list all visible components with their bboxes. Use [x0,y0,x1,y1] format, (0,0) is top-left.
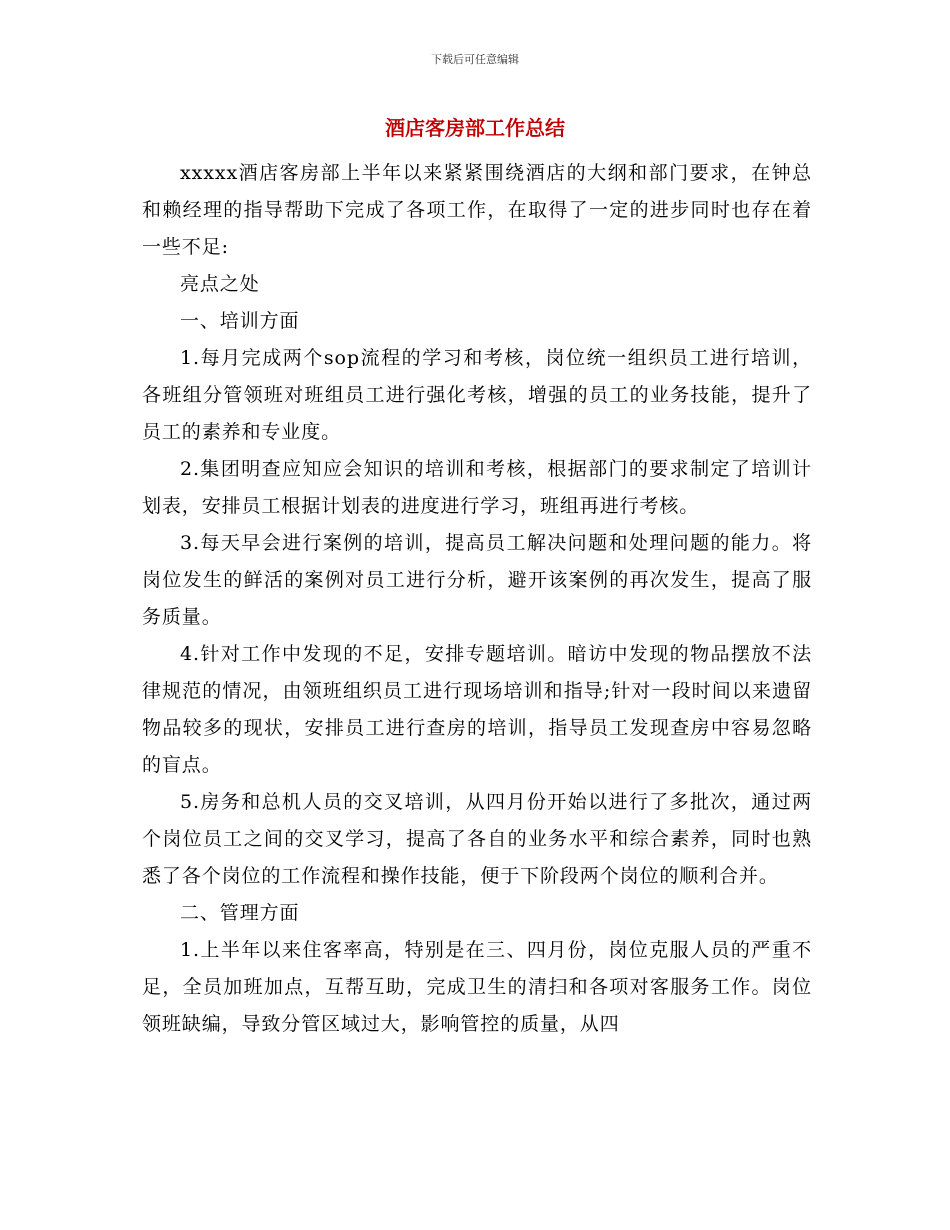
document-body [142,155,812,1043]
training-item-5: 5.房务和总机人员的交叉培训，从四月份开始以进行了多批次，通过两个岗位员工之间的交叉学习，提高了各自的业务水平和综合素养，同时也熟悉了各个岗位的工作流程和操作技能，便于下阶段两个岗位的顺利合并。 [142,791,812,887]
training-item-1: 1.每月完成两个sop流程的学习和考核，岗位统一组织员工进行培训，各班组分管领班对班组员工进行强化考核，增强的员工的业务技能，提升了员工的素养和专业度。 [142,347,812,443]
section-heading-management: 二、管理方面 [180,902,300,924]
header-note: 下载后可任意编辑 [431,53,519,66]
training-item-3: 3.每天早会进行案例的培训，提高员工解决问题和处理问题的能力。将岗位发生的鲜活的案例对员工进行分析，避开该案例的再次发生，提高了服务质量。 [142,532,812,628]
management-item-1: 1.上半年以来住客率高，特别是在三、四月份，岗位克服人员的严重不足，全员加班加点，互帮互助，完成卫生的清扫和各项对客服务工作。岗位领班缺编，导致分管区域过大，影响管控的质量，从四 [142,939,812,1035]
document-title: 酒店客房部工作总结 [385,116,565,140]
intro-paragraph: xxxxx酒店客房部上半年以来紧紧围绕酒店的大纲和部门要求，在钟总和赖经理的指导帮助下完成了各项工作，在取得了一定的进步同时也存在着一些不足: [142,162,812,258]
training-item-2: 2.集团明查应知应会知识的培训和考核，根据部门的要求制定了培训计划表，安排员工根据计划表的进度进行学习，班组再进行考核。 [142,458,812,517]
training-item-4: 4.针对工作中发现的不足，安排专题培训。暗访中发现的物品摆放不法律规范的情况，由领班组织员工进行现场培训和指导;针对一段时间以来遗留物品较多的现状，安排员工进行查房的培训，指导员工发现查房中容易忽略的盲点。 [142,643,812,776]
highlights-heading: 亮点之处 [180,273,260,295]
section-heading-training: 一、培训方面 [180,310,300,332]
